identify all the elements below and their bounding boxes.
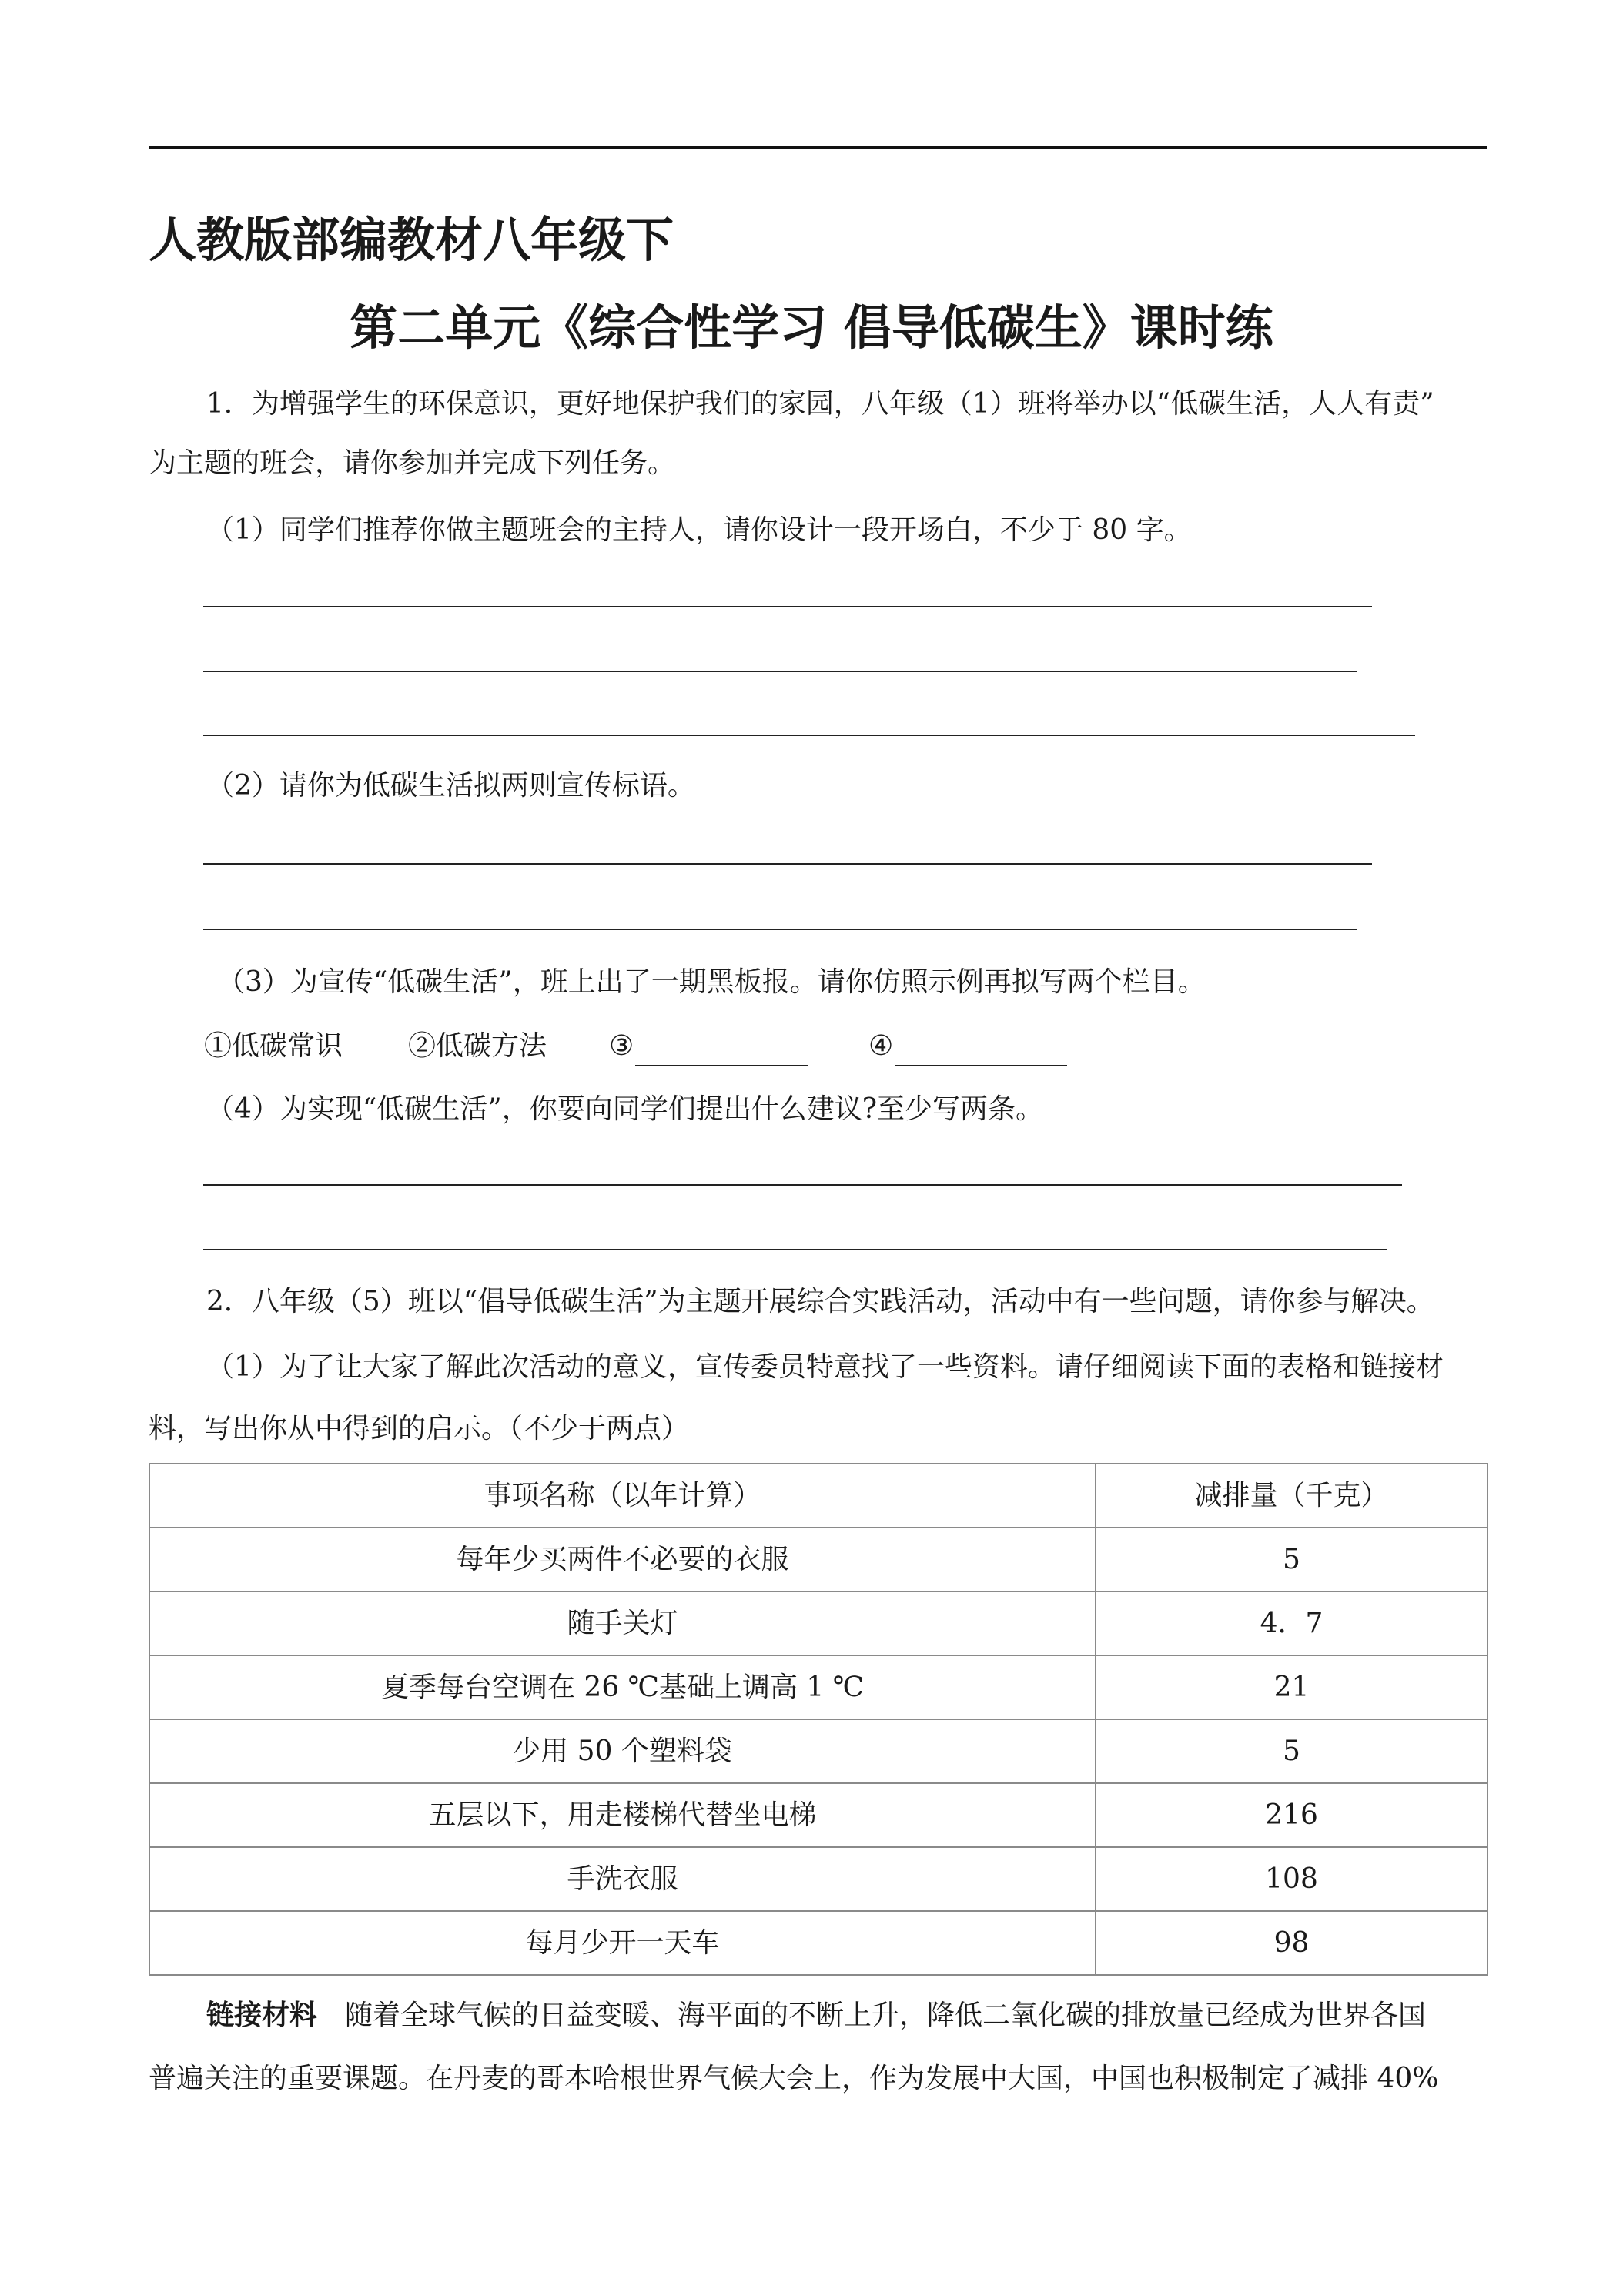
column-blank-3 [609,1026,808,1066]
link-material-label: 链接材料 [206,1999,318,2031]
table-cell-item: 每年少买两件不必要的衣服 [149,1528,1096,1591]
table-cell-item: 夏季每台空调在 26 ℃基础上调高 1 ℃ [149,1655,1096,1719]
q1-part3-prompt: （3）为宣传“低碳生活”，班上出了一期黑板报。请你仿照示例再拟写两个栏目。 [217,966,1206,998]
column-example-2: ②低碳方法 [408,1030,547,1062]
table-row [149,1591,1487,1655]
answer-line[interactable] [203,1249,1387,1250]
table-cell-item: 随手关灯 [149,1591,1096,1655]
table-cell-item: 手洗衣服 [149,1847,1096,1911]
table-row [149,1719,1487,1783]
column-blank-3-line[interactable] [635,1034,808,1066]
document-subtitle: 第二单元《综合性学习 倡导低碳生》课时练 [350,300,1273,356]
q1-part4-prompt: （4）为实现“低碳生活”，你要向同学们提出什么建议?至少写两条。 [206,1093,1044,1125]
table-cell-item: 每月少开一天车 [149,1911,1096,1975]
column-example-1: ①低碳常识 [204,1030,343,1062]
table-cell-value: 98 [1096,1911,1487,1975]
table-row [149,1911,1487,1975]
table-header-row [149,1464,1487,1528]
q1-intro-line2: 为主题的班会，请你参加并完成下列任务。 [149,447,676,479]
answer-line[interactable] [203,671,1357,672]
table-row [149,1655,1487,1719]
q1-intro-line1: 1．为增强学生的环保意识，更好地保护我们的家园，八年级（1）班将举办以“低碳生活，人人有责” [206,388,1434,420]
table-row [149,1528,1487,1591]
link-material-line2: 普遍关注的重要课题。在丹麦的哥本哈根世界气候大会上，作为发展中大国，中国也积极制定了减排 40% [149,2063,1439,2094]
table-cell-value: 108 [1096,1847,1487,1911]
column-blank-4-line[interactable] [895,1034,1067,1066]
column-blank-4 [868,1026,1067,1066]
q2-part1-line1: （1）为了让大家了解此次活动的意义，宣传委员特意找了一些资料。请仔细阅读下面的表格和链接材 [206,1351,1444,1383]
table-cell-value: 216 [1096,1783,1487,1847]
table-cell-value: 5 [1096,1719,1487,1783]
answer-line[interactable] [203,863,1372,865]
q2-intro: 2．八年级（5）班以“倡导低碳生活”为主题开展综合实践活动，活动中有一些问题，请你参与解决。 [206,1286,1434,1317]
q2-part1-line2: 料，写出你从中得到的启示。（不少于两点） [149,1413,690,1444]
table-cell-value: 5 [1096,1528,1487,1591]
table-cell-item: 五层以下，用走楼梯代替坐电梯 [149,1783,1096,1847]
table-row [149,1783,1487,1847]
emission-table [149,1463,1488,1976]
q1-part2-prompt: （2）请你为低碳生活拟两则宣传标语。 [206,770,695,802]
table-cell-item: 少用 50 个塑料袋 [149,1719,1096,1783]
answer-line[interactable] [203,606,1372,607]
answer-line[interactable] [203,929,1357,930]
table-row [149,1847,1487,1911]
table-cell-value: 21 [1096,1655,1487,1719]
answer-line[interactable] [203,735,1415,736]
column-blank-4-label: ④ [868,1030,894,1062]
q1-part1-prompt: （1）同学们推荐你做主题班会的主持人，请你设计一段开场白，不少于 80 字。 [206,514,1192,546]
document-title: 人教版部编教材八年级下 [149,212,674,268]
column-blank-3-label: ③ [609,1030,634,1062]
table-cell-value: 4．7 [1096,1591,1487,1655]
header-rule [149,146,1487,149]
answer-line[interactable] [203,1184,1402,1186]
link-material-text1: 随着全球气候的日益变暖、海平面的不断上升，降低二氧化碳的排放量已经成为世界各国 [345,2000,1427,2031]
table-header-cell: 减排量（千克） [1096,1464,1487,1528]
table-header-cell: 事项名称（以年计算） [149,1464,1096,1528]
link-material-line1 [206,1995,1426,2036]
